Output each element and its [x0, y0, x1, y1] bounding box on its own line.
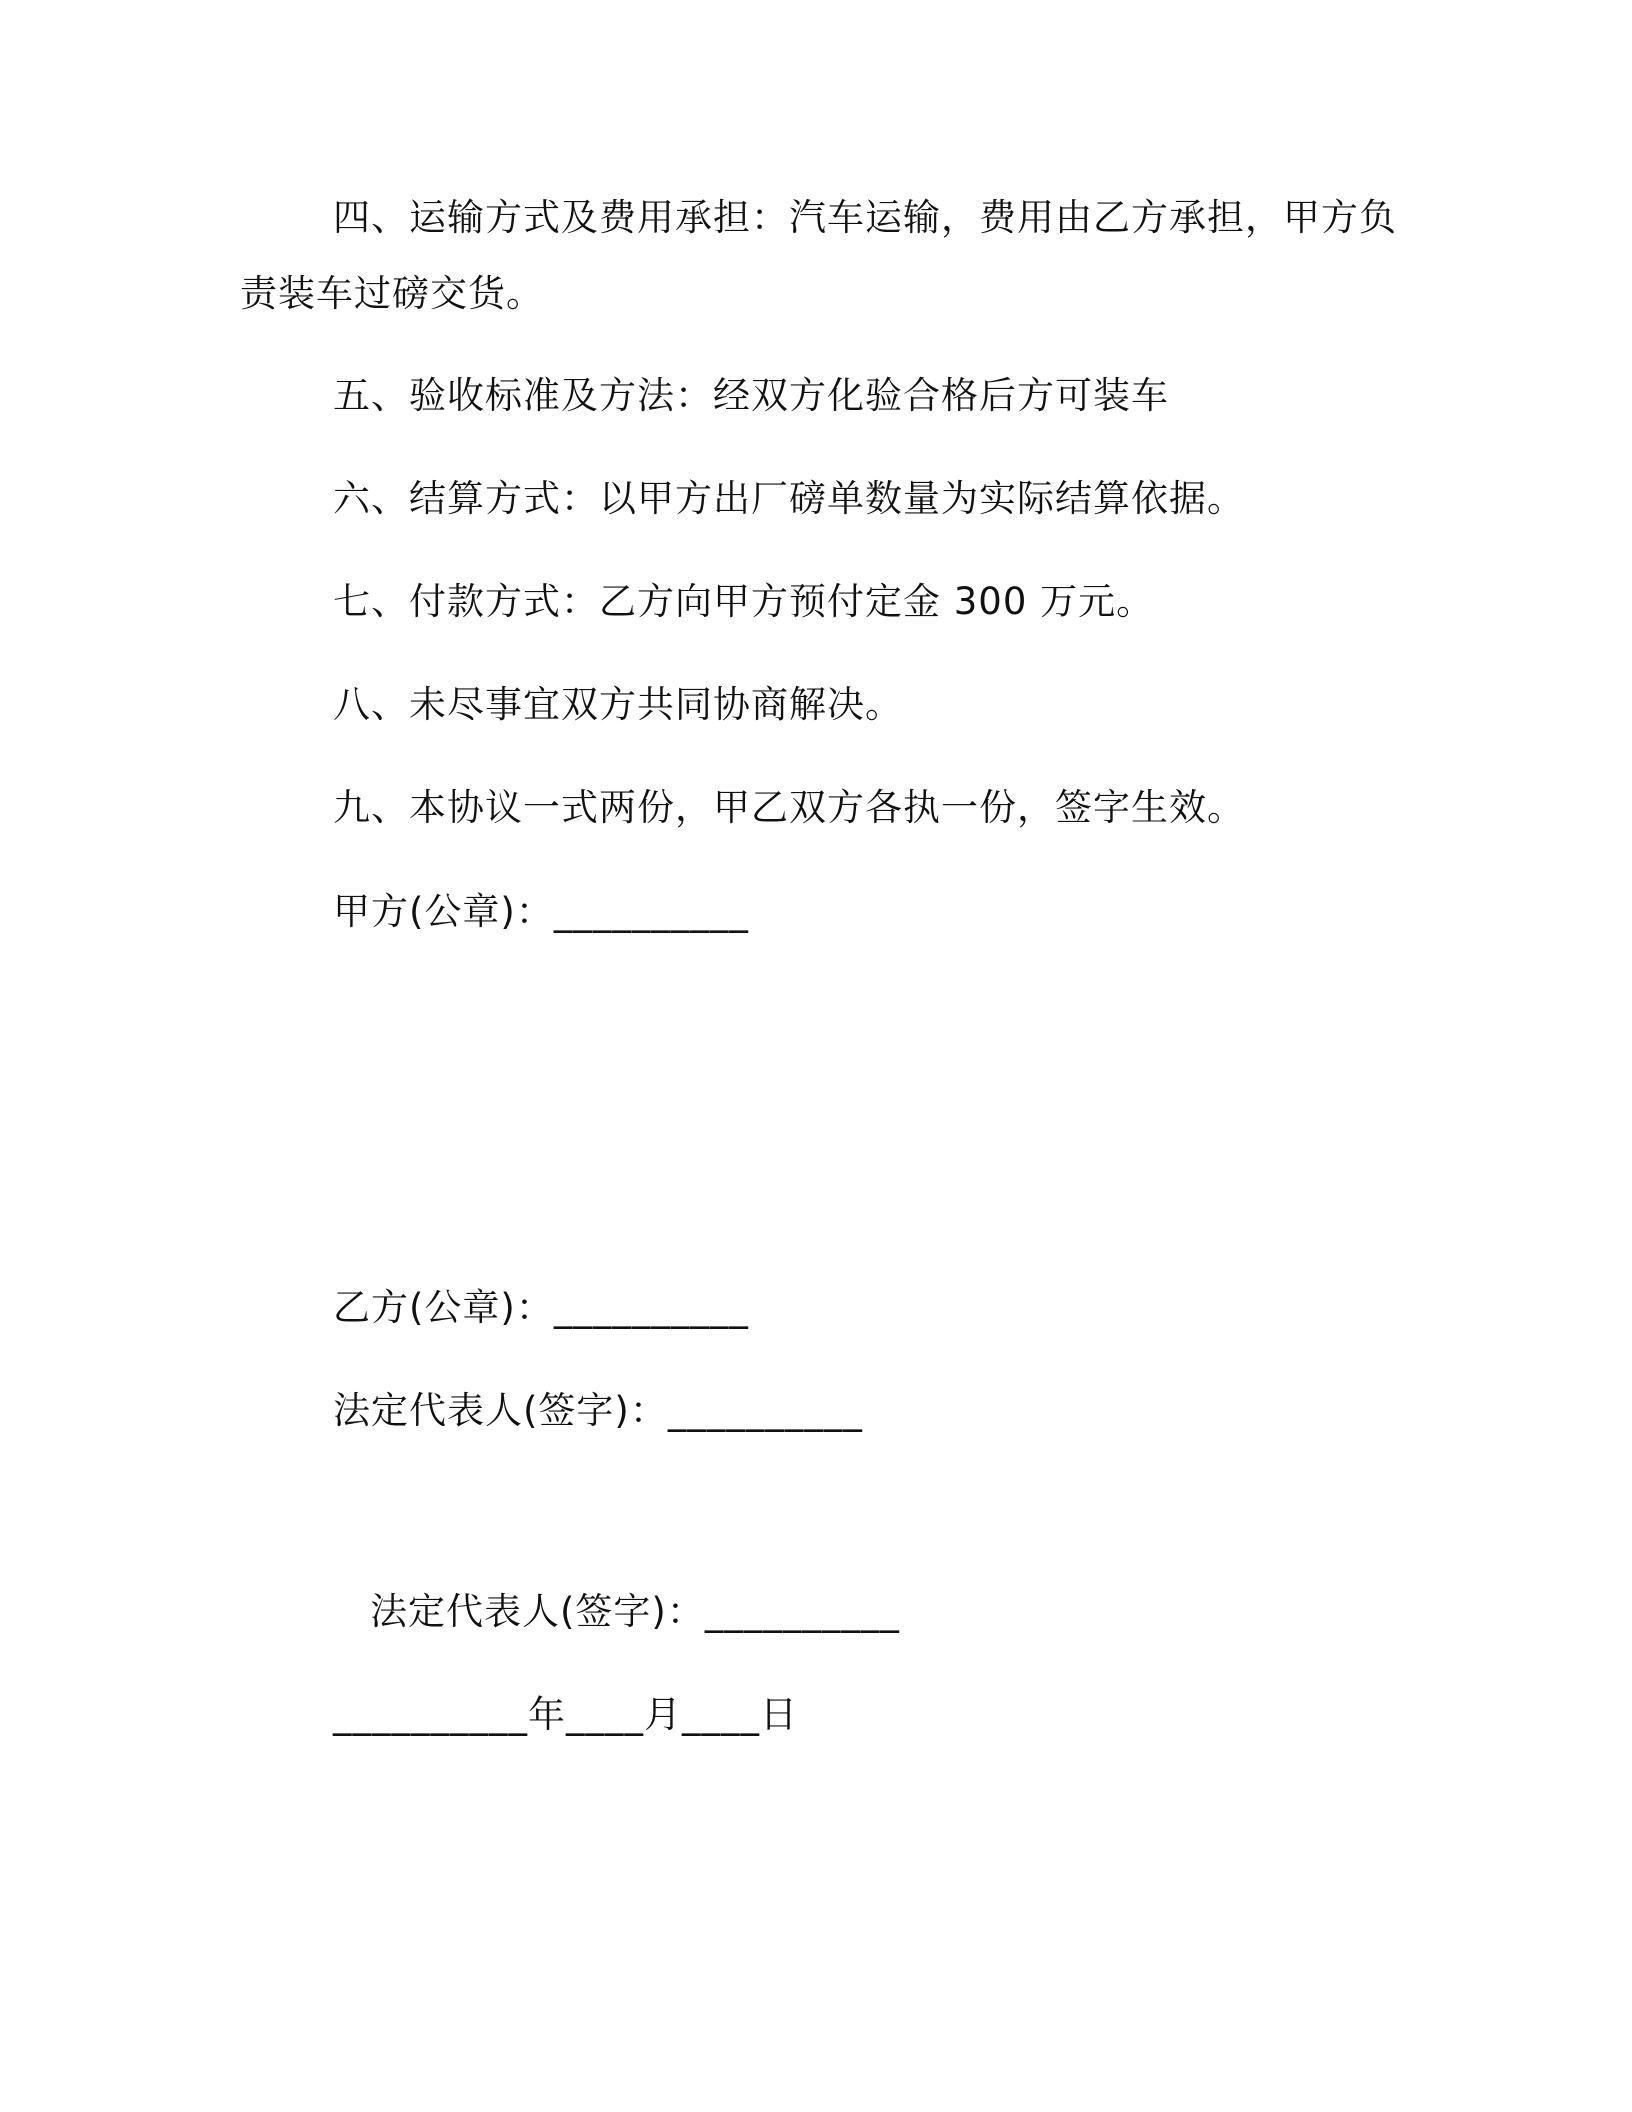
party-a-seal-line: 甲方(公章)：__________	[333, 890, 749, 933]
clause-4-line-2: 责装车过磅交货。	[240, 272, 544, 315]
clause-5: 五、验收标准及方法：经双方化验合格后方可装车	[333, 374, 1169, 417]
clause-7: 七、付款方式：乙方向甲方预付定金 300 万元。	[333, 580, 1155, 623]
clause-9: 九、本协议一式两份，甲乙双方各执一份，签字生效。	[333, 786, 1245, 829]
legal-representative-signature-line-2: 法定代表人(签字)：__________	[370, 1590, 900, 1633]
clause-6: 六、结算方式：以甲方出厂磅单数量为实际结算依据。	[333, 477, 1245, 520]
party-b-seal-line: 乙方(公章)：__________	[333, 1286, 749, 1329]
legal-representative-signature-line: 法定代表人(签字)：__________	[333, 1389, 863, 1432]
clause-8: 八、未尽事宜双方共同协商解决。	[333, 683, 903, 726]
clause-4-line-1: 四、运输方式及费用承担：汽车运输，费用由乙方承担，甲方负	[333, 196, 1397, 239]
date-line: __________年____月____日	[333, 1693, 798, 1736]
